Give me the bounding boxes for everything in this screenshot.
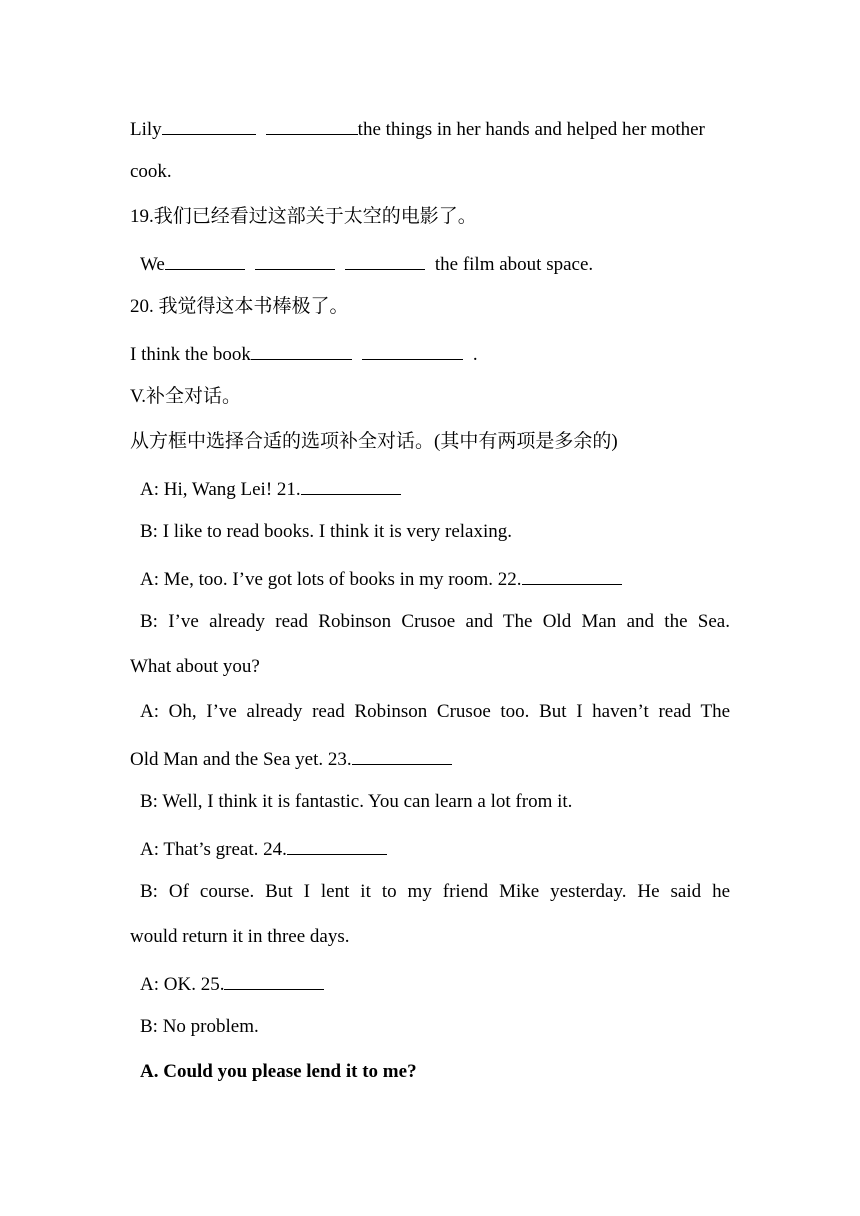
dialogue-line: B: No problem. <box>140 1016 259 1037</box>
answer-blank[interactable] <box>162 112 256 135</box>
text-span: I think the book <box>130 344 251 365</box>
answer-blank[interactable] <box>165 247 245 270</box>
text-line: cook. <box>130 161 172 182</box>
text-span: A: Me, too. I’ve got lots of books in my room. 22. <box>140 569 522 590</box>
section-instructions: 从方框中选择合适的选项补全对话。(其中有两项是多余的) <box>130 431 618 452</box>
text-span: A: Hi, Wang Lei! 21. <box>140 479 301 500</box>
text-span: . <box>472 344 478 365</box>
section-heading: V.补全对话。 <box>130 386 242 407</box>
answer-blank[interactable] <box>255 247 335 270</box>
sentence-18-line <box>130 112 730 142</box>
answer-blank[interactable] <box>522 562 622 585</box>
dialogue-line-24 <box>140 832 730 862</box>
dialogue-line: What about you? <box>130 656 260 677</box>
question-19-line <box>140 247 730 277</box>
answer-blank[interactable] <box>362 337 463 360</box>
dialogue-line: would return it in three days. <box>130 926 350 947</box>
text-span: We <box>140 254 165 275</box>
dialogue-line: A: Oh, I’ve already read Robinson Crusoe too. But I haven’t read The <box>140 701 730 722</box>
text-span: Lily <box>130 119 162 140</box>
text-span: Old Man and the Sea yet. 23. <box>130 749 352 770</box>
dialogue-line: B: Well, I think it is fantastic. You can learn a lot from it. <box>140 791 573 812</box>
text-span: the things in her hands and helped her mother <box>357 119 705 140</box>
dialogue-line-21 <box>140 472 730 502</box>
dialogue-line: B: I’ve already read Robinson Crusoe and The Old Man and the Sea. <box>140 611 730 632</box>
answer-blank[interactable] <box>345 247 425 270</box>
text-span: the film about space. <box>434 254 594 275</box>
question-19-prompt: 19.我们已经看过这部关于太空的电影了。 <box>130 206 477 227</box>
text-span: A: OK. 25. <box>140 974 225 995</box>
answer-blank[interactable] <box>266 112 358 135</box>
dialogue-line: B: Of course. But I lent it to my friend Mike yesterday. He said he <box>140 881 730 902</box>
question-20-line <box>130 337 730 367</box>
dialogue-line-23 <box>130 742 730 772</box>
dialogue-line-25 <box>140 967 730 997</box>
text-span: A: That’s great. 24. <box>140 839 287 860</box>
answer-blank[interactable] <box>251 337 352 360</box>
answer-blank[interactable] <box>287 832 387 855</box>
question-20-prompt: 20. 我觉得这本书棒极了。 <box>130 296 349 317</box>
option-a: A. Could you please lend it to me? <box>140 1061 417 1082</box>
dialogue-line: B: I like to read books. I think it is very relaxing. <box>140 521 513 542</box>
answer-blank[interactable] <box>301 472 401 495</box>
answer-blank[interactable] <box>352 742 452 765</box>
answer-blank[interactable] <box>224 967 324 990</box>
dialogue-line-22 <box>140 562 730 592</box>
